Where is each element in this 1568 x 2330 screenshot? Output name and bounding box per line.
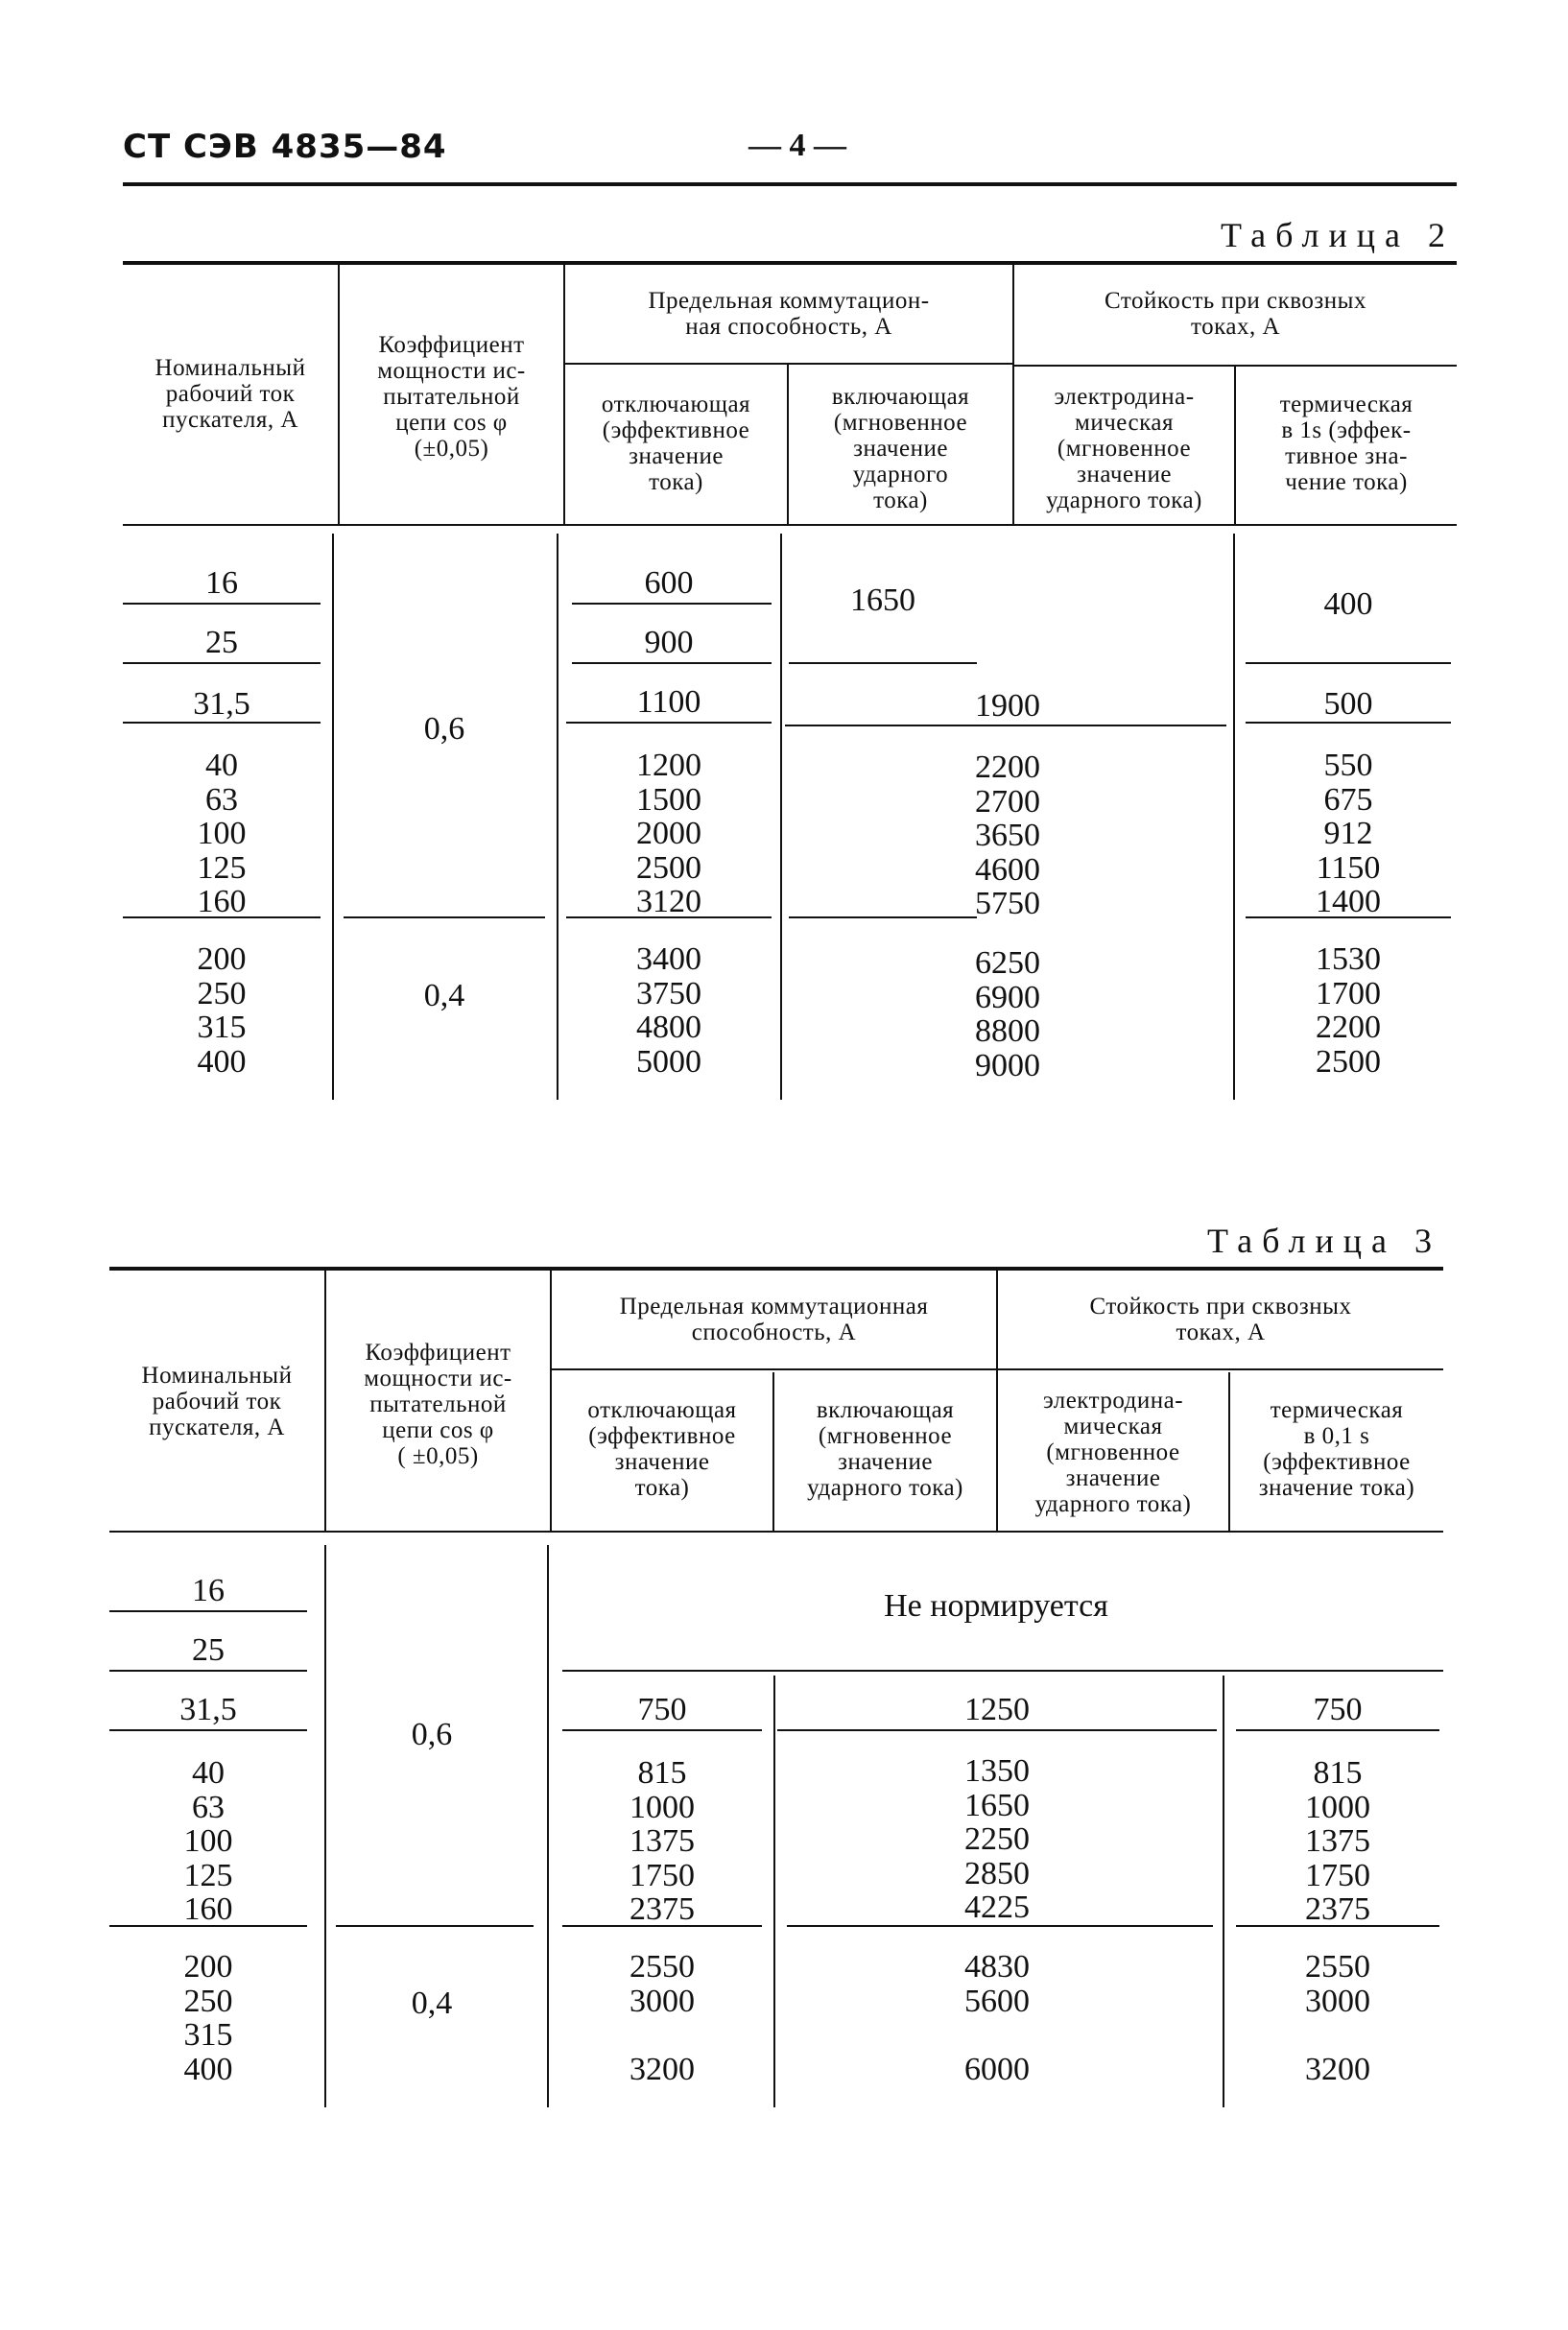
column-header-thermal: термическая в 0,1 s (эффективное значение тока) <box>1258 1397 1415 1501</box>
row-rule <box>1246 662 1451 664</box>
row-rule <box>562 1729 762 1731</box>
cell-breaking-group: 815 1000 1375 1750 2375 <box>630 1755 695 1927</box>
table-caption: Таблица 3 <box>1207 1222 1441 1260</box>
column-divider <box>773 1676 775 2107</box>
header-group-rule <box>1014 365 1457 367</box>
cell-current: 31,5 <box>193 686 250 722</box>
cell-power-factor: 0,4 <box>423 978 465 1013</box>
cell-current: 25 <box>192 1632 225 1668</box>
row-rule <box>344 916 545 918</box>
cell-current-group: 200 250 315 400 <box>197 941 247 1080</box>
header-group-rule <box>552 1368 996 1370</box>
row-rule <box>1246 722 1451 724</box>
row-rule <box>777 1729 1217 1731</box>
cell-breaking-group: 2550 3000 3200 <box>630 1949 695 2087</box>
header-bottom-rule <box>109 1531 1443 1533</box>
row-rule <box>789 662 977 664</box>
column-header-making: включающая (мгновенное значение ударного тока) <box>831 384 970 513</box>
header-group-rule <box>565 363 1012 365</box>
cell-making-group: 2200 2700 3650 4600 5750 <box>975 749 1040 921</box>
cell-thermal-group: 550 675 912 1150 1400 <box>1316 748 1381 919</box>
cell-current: 16 <box>192 1573 225 1608</box>
column-divider <box>324 1545 326 2107</box>
column-divider <box>557 534 558 1100</box>
cell-thermal-group: 2550 3000 3200 <box>1305 1949 1370 2087</box>
row-rule <box>572 603 772 605</box>
row-rule <box>123 603 321 605</box>
row-rule <box>109 1610 307 1612</box>
cell-current: 25 <box>205 625 238 660</box>
column-divider <box>332 534 334 1100</box>
row-rule <box>562 1670 1443 1672</box>
cell-breaking: 900 <box>644 625 694 660</box>
not-normalized-note: Не нормируется <box>884 1588 1108 1624</box>
cell-breaking: 750 <box>637 1692 687 1727</box>
column-header-electrodynamic: электродина- мическая (мгновенное значение ударного тока) <box>1046 384 1202 513</box>
column-header-breaking: отключающая (эффективное значение тока) <box>587 1397 737 1501</box>
column-header-making: включающая (мгновенное значение ударного тока) <box>807 1397 963 1501</box>
document-code: СТ СЭВ 4835—84 <box>123 128 447 166</box>
cell-breaking: 600 <box>644 565 694 601</box>
table-top-rule <box>109 1267 1443 1271</box>
column-header-electrodynamic: электродина- мическая (мгновенное значение ударного тока) <box>1034 1388 1192 1517</box>
cell-thermal-group: 815 1000 1375 1750 2375 <box>1305 1755 1370 1927</box>
cell-making-group: 4830 5600 6000 <box>964 1949 1030 2087</box>
column-header-withstand: Стойкость при сквозных токах, А <box>1089 1294 1352 1345</box>
cell-current-group: 40 63 100 125 160 <box>197 748 247 919</box>
cell-making: 1900 <box>975 688 1040 724</box>
column-header-rated-current: Номинальный рабочий ток пускателя, А <box>154 355 306 433</box>
cell-thermal-group: 1530 1700 2200 2500 <box>1316 941 1381 1080</box>
column-header-switching-capacity: Предельная коммутацион- ная способность, А <box>648 288 930 340</box>
column-header-power-factor: Коэффициент мощности ис- пытательной цепи cos φ (±0,05) <box>377 332 526 462</box>
row-rule <box>787 1925 1213 1927</box>
row-rule <box>1236 1729 1439 1731</box>
cell-making-group: 6250 6900 8800 9000 <box>975 945 1040 1083</box>
cell-current: 16 <box>205 565 238 601</box>
column-header-thermal: термическая в 1s (эффек- тивное зна- чение тока) <box>1279 392 1414 495</box>
cell-thermal: 750 <box>1313 1692 1363 1727</box>
header-group-rule <box>998 1368 1443 1370</box>
header-bottom-rule <box>123 524 1457 526</box>
cell-thermal: 500 <box>1323 686 1373 722</box>
column-header-breaking: отключающая (эффективное значение тока) <box>601 392 751 495</box>
cell-current-group: 40 63 100 125 160 <box>183 1755 233 1927</box>
cell-breaking-group: 1200 1500 2000 2500 3120 <box>636 748 701 919</box>
table-caption: Таблица 2 <box>1221 216 1455 254</box>
column-header-switching-capacity: Предельная коммутационная способность, А <box>619 1294 929 1345</box>
column-divider <box>1223 1676 1224 2107</box>
column-divider <box>780 534 782 1100</box>
cell-making: 1650 <box>850 582 915 618</box>
column-divider <box>1233 534 1235 1100</box>
row-rule <box>123 662 321 664</box>
row-rule <box>566 722 772 724</box>
row-rule <box>336 1925 534 1927</box>
row-rule <box>123 722 321 724</box>
header-rule <box>123 182 1457 186</box>
cell-thermal: 400 <box>1323 586 1373 622</box>
row-rule <box>109 1729 307 1731</box>
cell-power-factor: 0,6 <box>423 711 465 747</box>
cell-power-factor: 0,4 <box>411 1985 453 2021</box>
cell-current-group: 200 250 315 400 <box>183 1949 233 2087</box>
cell-power-factor: 0,6 <box>411 1717 453 1752</box>
cell-making: 1250 <box>964 1692 1030 1727</box>
row-rule <box>572 662 772 664</box>
cell-making-group: 1350 1650 2250 2850 4225 <box>964 1753 1030 1925</box>
column-header-withstand: Стойкость при сквозных токах, А <box>1105 288 1366 340</box>
row-rule <box>109 1670 307 1672</box>
table-top-rule <box>123 261 1457 265</box>
row-rule <box>785 725 1226 726</box>
column-divider <box>547 1545 549 2107</box>
cell-current: 31,5 <box>179 1692 237 1727</box>
column-header-rated-current: Номинальный рабочий ток пускателя, А <box>141 1363 293 1440</box>
column-header-power-factor: Коэффициент мощности ис- пытательной цепи cos φ ( ±0,05) <box>364 1340 512 1469</box>
page-number: — 4 — <box>748 128 846 163</box>
cell-breaking-group: 3400 3750 4800 5000 <box>636 941 701 1080</box>
cell-breaking: 1100 <box>636 684 701 720</box>
